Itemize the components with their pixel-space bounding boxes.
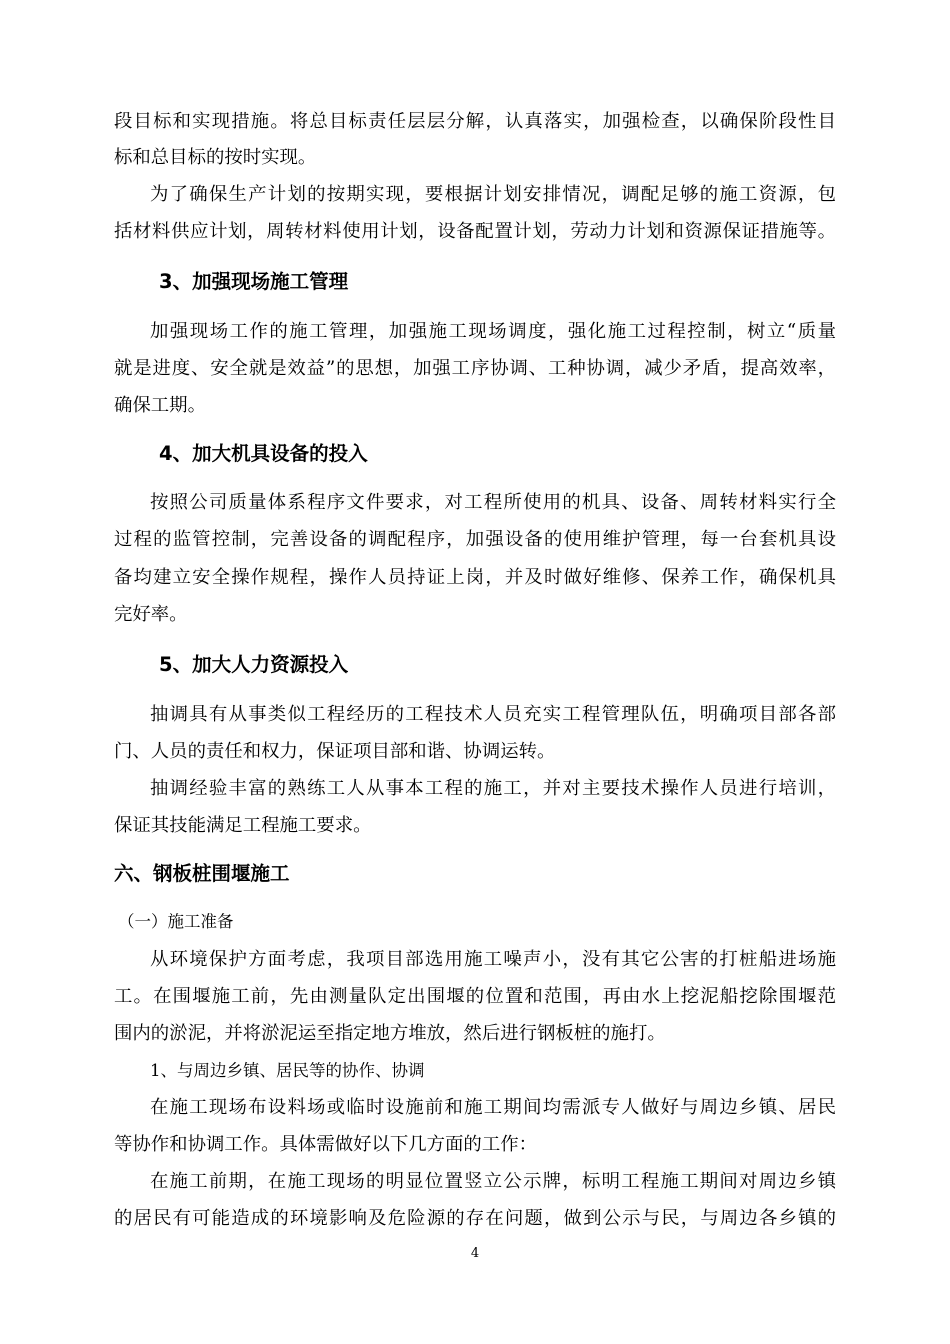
paragraph-line: 保证其技能满足工程施工要求。	[114, 815, 372, 836]
paragraph-line: 加强现场工作的施工管理，加强施工现场调度，强化施工过程控制，树立“质量	[150, 321, 836, 342]
section-heading: 4、加大机具设备的投入	[159, 442, 368, 465]
paragraph-line: 过程的监管控制，完善设备的调配程序，加强设备的使用维护管理，每一台套机具设	[114, 529, 836, 550]
page-number: 4	[470, 1246, 480, 1261]
paragraph-line: 完好率。	[114, 604, 188, 625]
paragraph-line: 的居民有可能造成的环境影响及危险源的存在问题，做到公示与民，与周边各乡镇的	[114, 1208, 836, 1229]
paragraph-line: 从环境保护方面考虑，我项目部选用施工噪声小，没有其它公害的打桩船进场施	[150, 949, 836, 970]
paragraph-line: 确保工期。	[114, 395, 206, 416]
paragraph-line: 等协作和协调工作。具体需做好以下几方面的工作：	[114, 1134, 537, 1155]
paragraph-line: 就是进度、安全就是效益”的思想，加强工序协调、工种协调，减少矛盾，提高效率，	[114, 358, 836, 379]
paragraph-line: 在施工前期，在施工现场的明显位置竖立公示牌，标明工程施工期间对周边乡镇	[150, 1171, 836, 1192]
section-heading: 3、加强现场施工管理	[159, 270, 349, 293]
paragraph-line: 为了确保生产计划的按期实现，要根据计划安排情况，调配足够的施工资源，包	[150, 184, 836, 205]
section-heading: 5、加大人力资源投入	[159, 653, 349, 676]
paragraph-line: 段目标和实现措施。将总目标责任层层分解，认真落实，加强检查，以确保阶段性目	[114, 111, 836, 132]
subsection-heading: （一）施工准备	[118, 912, 234, 931]
paragraph-line: 括材料供应计划，周转材料使用计划，设备配置计划，劳动力计划和资源保证措施等。	[114, 221, 836, 242]
paragraph-line: 工。在围堰施工前，先由测量队定出围堰的位置和范围，再由水上挖泥船挖除围堰范	[114, 986, 836, 1007]
paragraph-line: 标和总目标的按时实现。	[114, 147, 317, 168]
paragraph-line: 按照公司质量体系程序文件要求，对工程所使用的机具、设备、周转材料实行全	[150, 492, 836, 513]
paragraph-line: 围内的淤泥，并将淤泥运至指定地方堆放，然后进行钢板桩的施打。	[114, 1023, 666, 1044]
paragraph-line: 备均建立安全操作规程，操作人员持证上岗，并及时做好维修、保养工作，确保机具	[114, 567, 836, 588]
paragraph-line: 门、人员的责任和权力，保证项目部和谐、协调运转。	[114, 741, 556, 762]
paragraph-line: 抽调具有从事类似工程经历的工程技术人员充实工程管理队伍，明确项目部各部	[150, 704, 836, 725]
item-heading: 1、与周边乡镇、居民等的协作、协调	[150, 1061, 425, 1080]
paragraph-line: 抽调经验丰富的熟练工人从事本工程的施工，并对主要技术操作人员进行培训，	[150, 778, 836, 799]
paragraph-line: 在施工现场布设料场或临时设施前和施工期间均需派专人做好与周边乡镇、居民	[150, 1097, 836, 1118]
chapter-heading: 六、钢板桩围堰施工	[114, 862, 290, 885]
